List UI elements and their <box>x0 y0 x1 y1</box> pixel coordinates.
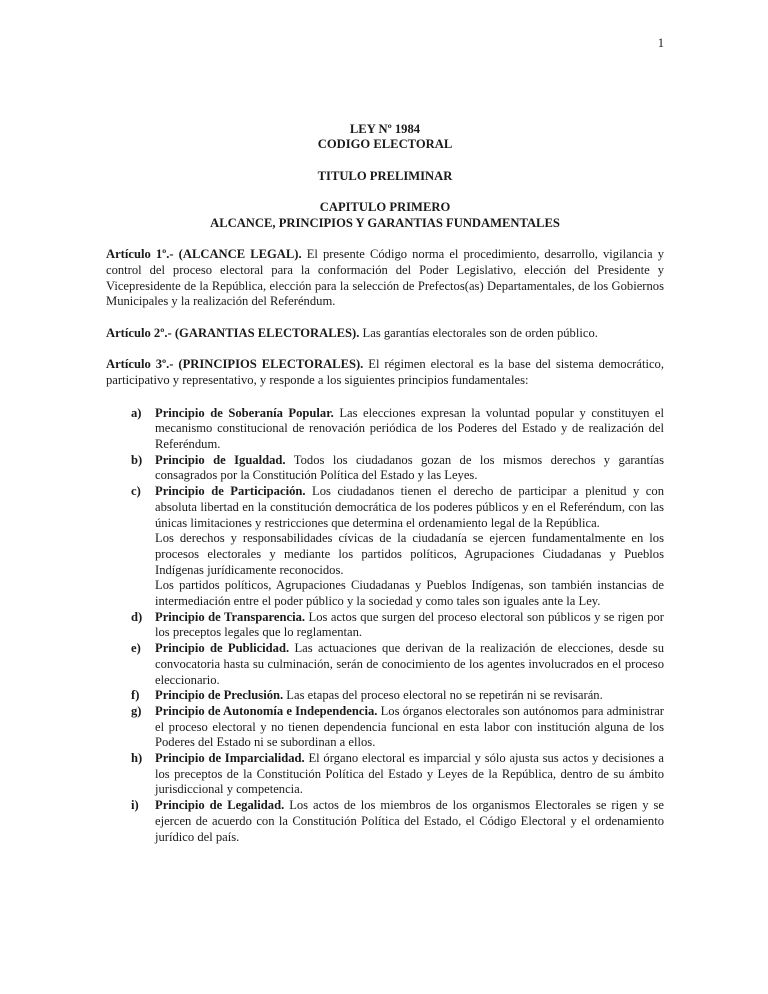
list-item-g-text: Los órganos electorales son autónomos para administrar el proceso electoral y no tienen dependencia funcional en esta labor con institución alguna de los Poderes del Estado ni se subordinan a ellos. <box>155 703 664 750</box>
list-item-i-title: Principio de Legalidad. <box>155 798 285 813</box>
list-item-f-text: Las etapas del proceso electoral no se repetirán ni se revisarán. <box>283 688 603 703</box>
principles-list <box>106 406 664 846</box>
page-number: 1 <box>657 36 664 50</box>
list-item-d-letter: d) <box>131 609 143 624</box>
list-item-i <box>106 798 664 845</box>
list-item-i-text: Los actos de los miembros de los organismos Electorales se rigen y se ejercen de acuerdo con la Constitución Política del Estado, el Código Electoral y el ordenamiento jurídico del país. <box>155 798 664 844</box>
list-item-f-title: Principio de Preclusión. <box>155 688 284 703</box>
list-item-h-title: Principio de Imparcialidad. <box>155 751 305 766</box>
list-item-c-paragraph-2: Los derechos y responsabilidades cívicas de la ciudadanía se ejercen fundamentalmente en los procesos electorales y mediante los partidos políticos, Agrupaciones Ciudadanas y Pueblos Indígenas jurídicamente reconocidos. <box>155 531 664 577</box>
list-item-a-text: Las elecciones expresan la voluntad popular y constituyen el mecanismo constitucional de renovación periódica de los Poderes del Estado y de realización del Referéndum. <box>155 405 665 451</box>
article-1 <box>106 247 664 310</box>
law-number: LEY Nº 1984 <box>349 121 421 136</box>
list-item-c <box>106 484 664 610</box>
article-1-text: El presente Código norma el procedimiento, desarrollo, vigilancia y control del proceso electoral para la conformación del Poder Legislativo, elección del Presidente y Vicepresidente de la República, elección para la selección de Prefectos(as) Departamentales, de los Gobiernos Municipales y la realización del Referéndum. <box>106 247 664 309</box>
list-item-e <box>106 641 664 688</box>
list-item-c-title: Principio de Participación. <box>155 484 306 499</box>
article-2 <box>106 326 664 342</box>
list-item-d-title: Principio de Transparencia. <box>155 609 306 624</box>
list-item-g-title: Principio de Autonomía e Independencia. <box>155 703 378 718</box>
list-item-b-text: Todos los ciudadanos gozan de los mismos derechos y garantías consagrados por la Constitución Política del Estado y las Leyes. <box>155 452 664 483</box>
list-item-e-title: Principio de Publicidad. <box>155 641 290 656</box>
list-item-c-text: Los ciudadanos tienen el derecho de participar a plenitud y con absoluta libertad en la constitución democrática de los poderes públicos y en el Referéndum, con las únicas limitaciones y restricciones que determina el ordenamiento legal de la República. <box>155 484 664 530</box>
list-item-a-letter: a) <box>131 405 142 420</box>
article-2-text: Las garantías electorales son de orden público. <box>359 325 598 340</box>
list-item-f <box>106 688 664 704</box>
list-item-d <box>106 610 664 641</box>
list-item-e-letter: e) <box>131 641 141 656</box>
list-item-h-text: El órgano electoral es imparcial y sólo ajusta sus actos y decisiones a los preceptos de la Constitución Política del Estado y Leyes de la República, dentro de su ámbito jurisdiccional y competencia. <box>155 751 664 797</box>
article-3-text: El régimen electoral es la base del sistema democrático, participativo y representativo, y responde a los siguientes principios fundamentales: <box>106 357 664 387</box>
list-item-a <box>106 406 664 453</box>
list-item-f-letter: f) <box>131 688 140 703</box>
capitulo-subtitle: ALCANCE, PRINCIPIOS Y GARANTIAS FUNDAMENTALES <box>210 215 560 230</box>
article-2-lead: Artículo 2º.- (GARANTIAS ELECTORALES). <box>106 325 360 340</box>
list-item-e-text: Las actuaciones que derivan de la realización de elecciones, desde su convocatoria hasta su culminación, serán de conocimiento de los agentes involucrados en el proceso eleccionario. <box>155 641 664 687</box>
list-item-h <box>106 751 664 798</box>
list-item-d-text: Los actos que surgen del proceso electoral son públicos y se rigen por los preceptos legales que lo reglamentan. <box>155 609 665 640</box>
list-item-b <box>106 453 664 484</box>
list-item-h-letter: h) <box>131 751 143 766</box>
list-item-c-letter: c) <box>131 484 141 499</box>
list-item-g <box>106 704 664 751</box>
list-item-c-paragraph-3: Los partidos políticos, Agrupaciones Ciudadanas y Pueblos Indígenas, son también instancias de intermediación entre el poder público y la sociedad y como tales son iguales ante la Ley. <box>155 578 664 609</box>
article-1-lead: Artículo 1º.- (ALCANCE LEGAL). <box>106 247 302 262</box>
document-header <box>106 122 664 232</box>
law-title: CODIGO ELECTORAL <box>317 137 453 152</box>
list-item-i-letter: i) <box>131 798 139 813</box>
list-item-a-title: Principio de Soberanía Popular. <box>155 405 334 420</box>
article-3 <box>106 357 664 388</box>
capitulo-primero: CAPITULO PRIMERO <box>319 200 451 215</box>
list-item-g-letter: g) <box>131 703 142 718</box>
article-3-lead: Artículo 3º.- (PRINCIPIOS ELECTORALES). <box>106 357 364 372</box>
titulo-preliminar: TITULO PRELIMINAR <box>317 168 453 183</box>
list-item-b-title: Principio de Igualdad. <box>155 452 286 467</box>
list-item-b-letter: b) <box>131 452 143 467</box>
